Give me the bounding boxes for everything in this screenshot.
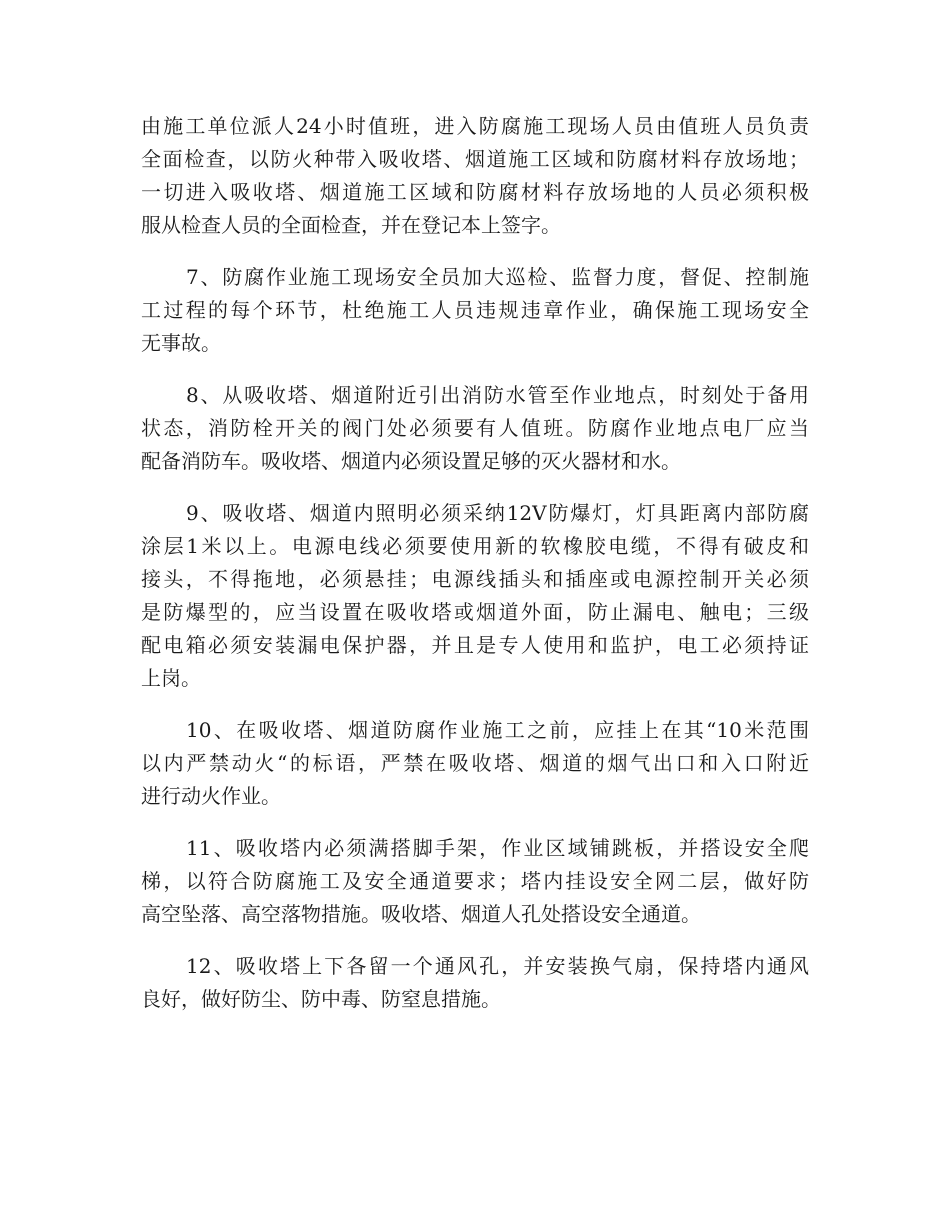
- paragraph-continuation: [141, 110, 809, 242]
- text-line: 梯，以符合防腐施工及安全通道要求；塔内挂设安全网二层，做好防: [141, 869, 809, 893]
- text-line: 接头，不得拖地，必须悬挂；电源线插头和插座或电源控制开关必须: [141, 567, 809, 591]
- text-line: 12、吸收塔上下各留一个通风孔，并安装换气扇，保持塔内通风: [186, 954, 809, 978]
- text-line: 配备消防车。吸收塔、烟道内必须设置足够的灭火器材和水。: [141, 449, 681, 473]
- text-line: 涂层1米以上。电源电线必须要使用新的软橡胶电缆，不得有破皮和: [141, 534, 809, 558]
- paragraph-item-9: [141, 497, 809, 695]
- paragraph-item-7: [141, 261, 809, 360]
- text-line: 配电箱必须安装漏电保护器，并且是专人使用和监护，电工必须持证: [141, 633, 809, 657]
- text-line: 全面检查，以防火种带入吸收塔、烟道施工区域和防腐材料存放场地；: [141, 147, 809, 171]
- text-line: 8、从吸收塔、烟道附近引出消防水管至作业地点，时刻处于备用: [186, 383, 809, 407]
- text-line: 9、吸收塔、烟道内照明必须采纳12V防爆灯，灯具距离内部防腐: [186, 501, 809, 525]
- text-line: 以内严禁动火“的标语，严禁在吸收塔、烟道的烟气出口和入口附近: [141, 751, 809, 775]
- text-line: 服从检查人员的全面检查，并在登记本上签字。: [141, 213, 561, 237]
- text-line: 无事故。: [141, 331, 221, 355]
- document-page: [141, 110, 809, 1036]
- text-line: 状态，消防栓开关的阀门处必须要有人值班。防腐作业地点电厂应当: [141, 416, 809, 440]
- text-line: 11、吸收塔内必须满搭脚手架，作业区域铺跳板，并搭设安全爬: [186, 836, 809, 860]
- text-line: 工过程的每个环节，杜绝施工人员违规违章作业，确保施工现场安全: [141, 298, 809, 322]
- text-line: 高空坠落、高空落物措施。吸收塔、烟道人孔处搭设安全通道。: [141, 902, 701, 926]
- text-line: 一切进入吸收塔、烟道施工区域和防腐材料存放场地的人员必须积极: [141, 180, 809, 204]
- paragraph-item-11: [141, 832, 809, 931]
- text-line: 是防爆型的，应当设置在吸收塔或烟道外面，防止漏电、触电；三级: [141, 600, 809, 624]
- text-line: 上岗。: [141, 666, 201, 690]
- paragraph-item-8: [141, 379, 809, 478]
- text-line: 10、在吸收塔、烟道防腐作业施工之前，应挂上在其“10米范围: [186, 718, 809, 742]
- paragraph-item-10: [141, 714, 809, 813]
- text-line: 7、防腐作业施工现场安全员加大巡检、监督力度，督促、控制施: [186, 265, 809, 289]
- paragraph-item-12: [141, 950, 809, 1016]
- text-line: 良好，做好防尘、防中毒、防窒息措施。: [141, 987, 501, 1011]
- text-line: 由施工单位派人24小时值班，进入防腐施工现场人员由值班人员负责: [141, 114, 809, 138]
- text-line: 进行动火作业。: [141, 784, 281, 808]
